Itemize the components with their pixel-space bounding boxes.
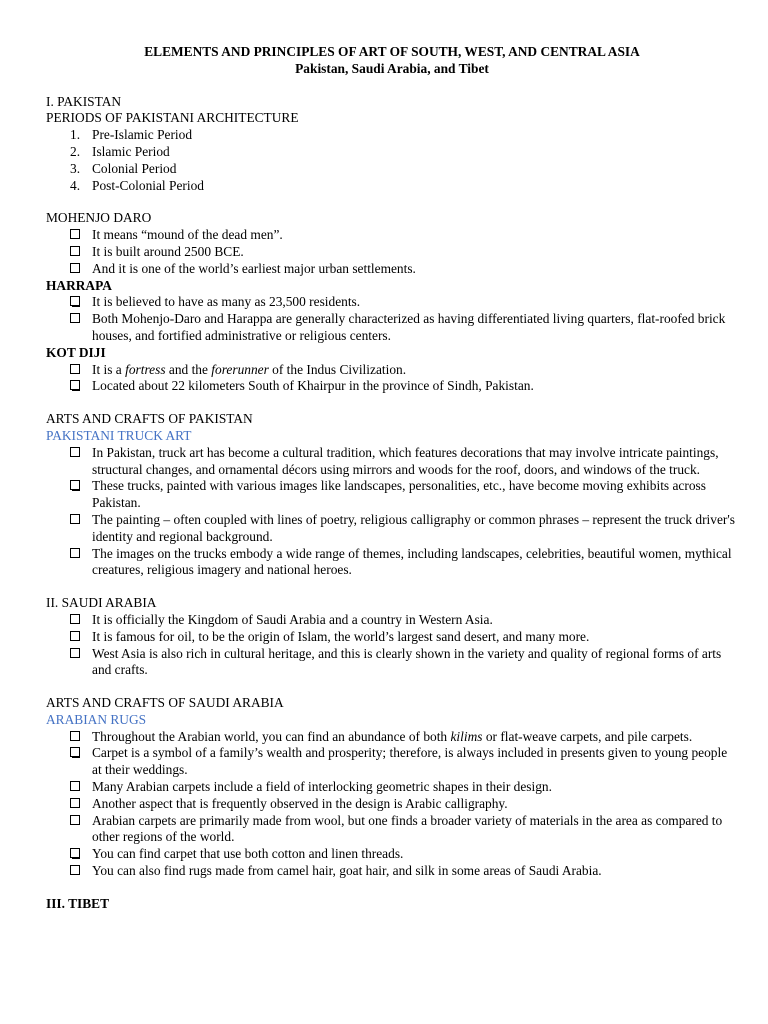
list-item-text: Pre-Islamic Period	[92, 127, 193, 143]
periods-heading: PERIODS OF PAKISTANI ARCHITECTURE	[46, 110, 299, 126]
checkbox-item-text: It is famous for oil, to be the origin of Islam, the world’s largest sand desert, and many more.	[92, 628, 590, 644]
checkbox-item-text: It is built around 2500 BCE.	[92, 243, 244, 259]
arabian-rugs-heading: ARABIAN RUGS	[46, 711, 147, 727]
rug-text-kilims: kilims	[450, 728, 483, 744]
checkbox-bullet-icon	[70, 781, 80, 791]
checkbox-item-text: In Pakistan, truck art has become a cultural tradition, which features decorations that may involve intricate paintings, structural changes, and ornamental décors using mirrors and woods for the roof, doors, and windows of the truck.	[92, 444, 719, 477]
checkbox-bullet-icon	[70, 514, 80, 524]
section-heading-saudi-arabia: II. SAUDI ARABIA	[46, 595, 157, 611]
checkbox-bullet-icon	[70, 648, 80, 658]
checkbox-item-text: These trucks, painted with various images like landscapes, personalities, etc., have become moving exhibits across Pakistan.	[92, 478, 706, 511]
checkbox-bullet-icon	[70, 865, 80, 875]
checkbox-item	[46, 612, 738, 629]
list-item	[70, 144, 738, 161]
document-subtitle: Pakistan, Saudi Arabia, and Tibet	[295, 60, 489, 76]
checkbox-bullet-icon	[70, 731, 80, 741]
checkbox-item-text: You can find carpet that use both cotton and linen threads.	[92, 846, 404, 862]
checkbox-item	[46, 244, 738, 261]
list-number: 2.	[70, 143, 81, 159]
checkbox-item	[46, 729, 738, 746]
document-title: ELEMENTS AND PRINCIPLES OF ART OF SOUTH, WEST, AND CENTRAL ASIA	[144, 44, 640, 59]
checkbox-item-text: Arabian carpets are primarily made from wool, but one finds a broader variety of materials in the area as compared to other regions of the world.	[92, 812, 723, 845]
checkbox-bullet-icon	[70, 229, 80, 239]
list-number: 4.	[70, 177, 81, 193]
kot-diji-heading: KOT DIJI	[46, 344, 106, 360]
checkbox-item	[46, 445, 738, 479]
checkbox-item	[46, 261, 738, 278]
checkbox-bullet-icon	[70, 296, 80, 306]
kot-diji-list	[46, 362, 738, 396]
rug-text-c: or flat-weave carpets, and pile carpets.	[482, 728, 693, 744]
checkbox-item	[46, 779, 738, 796]
checkbox-bullet-icon	[70, 631, 80, 641]
checkbox-item	[46, 294, 738, 311]
checkbox-item-text: Both Mohenjo-Daro and Harappa are generally characterized as having differentiated living quarters, flat-roofed brick houses, and fortified administrative or religious centers.	[92, 311, 726, 343]
mohenjo-daro-heading: MOHENJO DARO	[46, 210, 152, 226]
kot-diji-text-fortress: fortress	[125, 361, 166, 377]
checkbox-item-text: It is officially the Kingdom of Saudi Arabia and a country in Western Asia.	[92, 611, 493, 627]
checkbox-item	[46, 227, 738, 244]
arabian-rugs-list	[46, 729, 738, 880]
checkbox-item	[46, 745, 738, 779]
list-number: 1.	[70, 127, 81, 143]
harrapa-heading: HARRAPA	[46, 277, 112, 293]
checkbox-item	[46, 378, 738, 395]
checkbox-item-text: You can also find rugs made from camel hair, goat hair, and silk in some areas of Saudi Arabia.	[92, 863, 602, 879]
checkbox-item-text: The painting – often coupled with lines of poetry, religious calligraphy or common phrases – represent the truck driver's identity and regional background.	[92, 511, 735, 544]
kot-diji-text-c: and the	[165, 361, 212, 377]
spacer	[46, 679, 738, 695]
section-heading-pakistan: I. PAKISTAN	[46, 93, 122, 109]
checkbox-bullet-icon	[70, 848, 80, 858]
kot-diji-text-e: of the Indus Civilization.	[268, 361, 407, 377]
list-item-text: Post-Colonial Period	[92, 177, 204, 193]
spacer	[46, 579, 738, 595]
mohenjo-daro-list	[46, 227, 738, 277]
periods-list	[46, 127, 738, 194]
spacer	[46, 395, 738, 411]
title-block	[46, 44, 738, 78]
saudi-arabia-list	[46, 612, 738, 679]
list-item-text: Islamic Period	[92, 143, 170, 159]
checkbox-bullet-icon	[70, 313, 80, 323]
checkbox-item	[46, 478, 738, 512]
checkbox-bullet-icon	[70, 380, 80, 390]
list-item	[70, 161, 738, 178]
arts-pakistan-heading: ARTS AND CRAFTS OF PAKISTAN	[46, 411, 253, 427]
checkbox-item-text: Carpet is a symbol of a family’s wealth and prosperity; therefore, is always included in presents given to young people at their weddings.	[92, 745, 728, 778]
truck-art-list	[46, 445, 738, 579]
checkbox-item-text: West Asia is also rich in cultural heritage, and this is clearly shown in the variety and quality of regional forms of arts and crafts.	[92, 645, 722, 678]
checkbox-bullet-icon	[70, 548, 80, 558]
list-number: 3.	[70, 160, 81, 176]
checkbox-bullet-icon	[70, 798, 80, 808]
checkbox-item-text: Many Arabian carpets include a field of interlocking geometric shapes in their design.	[92, 779, 552, 795]
kot-diji-text-a: It is a	[92, 361, 126, 377]
list-item	[70, 178, 738, 195]
checkbox-item-text: It means “mound of the dead men”.	[92, 227, 283, 243]
checkbox-bullet-icon	[70, 747, 80, 757]
checkbox-item	[46, 546, 738, 580]
checkbox-item	[46, 863, 738, 880]
checkbox-bullet-icon	[70, 815, 80, 825]
checkbox-item-text: It is believed to have as many as 23,500 residents.	[92, 294, 361, 310]
checkbox-item	[46, 796, 738, 813]
checkbox-item-text: And it is one of the world’s earliest major urban settlements.	[92, 260, 416, 276]
list-item-text: Colonial Period	[92, 160, 177, 176]
checkbox-item	[46, 846, 738, 863]
checkbox-item	[46, 512, 738, 546]
spacer	[46, 880, 738, 896]
checkbox-item-text: Another aspect that is frequently observed in the design is Arabic calligraphy.	[92, 795, 508, 811]
checkbox-bullet-icon	[70, 614, 80, 624]
checkbox-bullet-icon	[70, 447, 80, 457]
checkbox-item	[46, 311, 738, 345]
spacer	[46, 194, 738, 210]
harrapa-list	[46, 294, 738, 344]
list-item	[70, 127, 738, 144]
rug-text-a: Throughout the Arabian world, you can find an abundance of both	[92, 728, 451, 744]
truck-art-heading: PAKISTANI TRUCK ART	[46, 427, 192, 443]
checkbox-bullet-icon	[70, 246, 80, 256]
checkbox-item-text: Located about 22 kilometers South of Khairpur in the province of Sindh, Pakistan.	[92, 378, 534, 394]
checkbox-bullet-icon	[70, 364, 80, 374]
arts-saudi-heading: ARTS AND CRAFTS OF SAUDI ARABIA	[46, 695, 284, 711]
section-heading-tibet: III. TIBET	[46, 895, 110, 911]
checkbox-item	[46, 362, 738, 379]
checkbox-item	[46, 629, 738, 646]
checkbox-bullet-icon	[70, 263, 80, 273]
checkbox-item	[46, 813, 738, 847]
checkbox-bullet-icon	[70, 480, 80, 490]
checkbox-item-text: The images on the trucks embody a wide range of themes, including landscapes, celebrities, beautiful women, mythical creatures, religious imagery and national heroes.	[92, 545, 732, 578]
checkbox-item	[46, 646, 738, 680]
kot-diji-text-forerunner: forerunner	[211, 361, 269, 377]
